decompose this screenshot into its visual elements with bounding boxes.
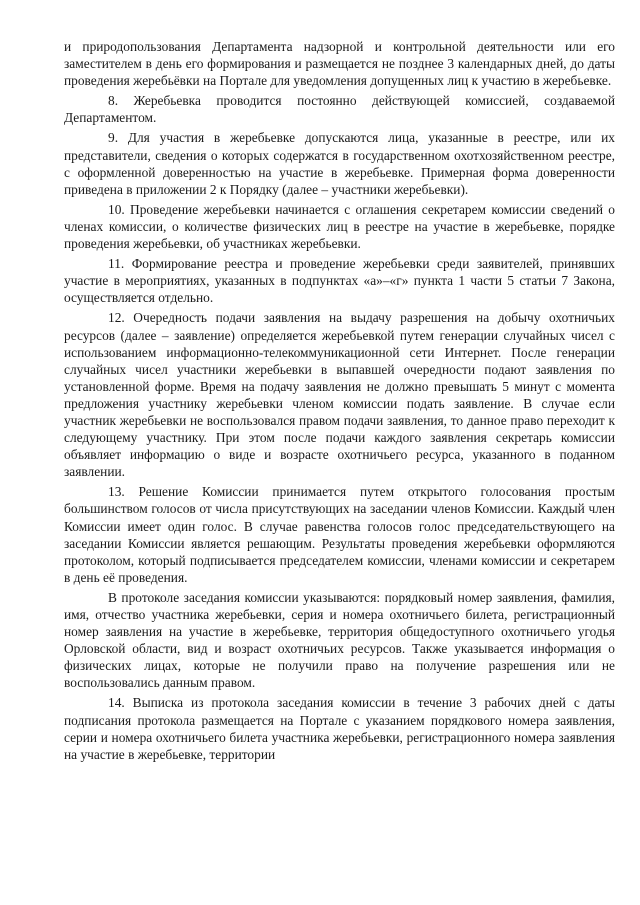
paragraph-10: 10. Проведение жеребьевки начинается с оглашения секретарем комиссии сведений о членах комиссии, о количестве физических лиц в реестре на участие в жеребьевке, порядке проведения жеребьевки, об участниках жеребьевки. <box>64 201 615 252</box>
paragraph-8: 8. Жеребьевка проводится постоянно действующей комиссией, создаваемой Департаментом. <box>64 93 615 126</box>
paragraph-14: 14. Выписка из протокола заседания комиссии в течение 3 рабочих дней с даты подписания протокола размещается на Портале с указанием порядкового номера заявления, серии и номера охотничьего билета участника жеребьевки, регистрационного номера заявления на участие в жеребьевке, территории <box>64 695 615 762</box>
paragraph-13-protocol: В протоколе заседания комиссии указываются: порядковый номер заявления, фамилия, имя, отчество участника жеребьевки, серия и номера охотничьего билета, регистрационный номер заявления на участие в жеребьевке, территория общедоступного охотничьего угодья Орловской области, вид и возраст охотничьих ресурсов. Также указывается информация о физических лицах, которые не получили право на получение разрешения или не воспользовались данным правом. <box>64 589 615 691</box>
paragraph-12: 12. Очередность подачи заявления на выдачу разрешения на добычу охотничьих ресурсов (далее – заявление) определяется жеребьевкой путем генерации случайных чисел с использованием информационно-телекоммуникационной сети Интернет. После генерации случайных чисел участники жеребьевки в выпавшей очередности подают заявления по установленной форме. Время на подачу заявления не должно превышать 5 минут с момента предложения участнику жеребьевки членом комиссии подать заявление. В случае если участник жеребьевки не воспользовался правом подачи заявления, то данное право переходит к следующему участнику. При этом после подачи каждого заявления секретарь комиссии объявляет информацию о виде и возрасте охотничьего ресурса, указанного в поданном заявлении. <box>64 310 615 480</box>
paragraph-9: 9. Для участия в жеребьевке допускаются лица, указанные в реестре, или их представители, сведения о которых содержатся в государственном охотхозяйственном реестре, с оформленной доверенностью на участие в жеребьевке. Примерная форма доверенности приведена в приложении 2 к Порядку (далее – участники жеребьевки). <box>64 130 615 197</box>
paragraph-13: 13. Решение Комиссии принимается путем открытого голосования простым большинством голосов от числа присутствующих на заседании членов Комиссии. Каждый член Комиссии имеет один голос. В случае равенства голосов голос председательствующего на заседании Комиссии является решающим. Результаты проведения жеребьевки оформляются протоколом, который подписывается председателем комиссии, членами комиссии и секретарем в день её проведения. <box>64 484 615 585</box>
document-page <box>64 38 615 766</box>
paragraph-continuation: и природопользования Департамента надзорной и контрольной деятельности или его заместителем в день его формирования и размещается не позднее 3 календарных дней, до даты проведения жеребьёвки на Портале для уведомления допущенных лиц к участию в жеребьевке. <box>64 39 615 89</box>
paragraph-11: 11. Формирование реестра и проведение жеребьевки среди заявителей, принявших участие в мероприятиях, указанных в подпунктах «а»–«г» пункта 1 части 5 статьи 7 Закона, осуществляется отдельно. <box>64 256 615 306</box>
